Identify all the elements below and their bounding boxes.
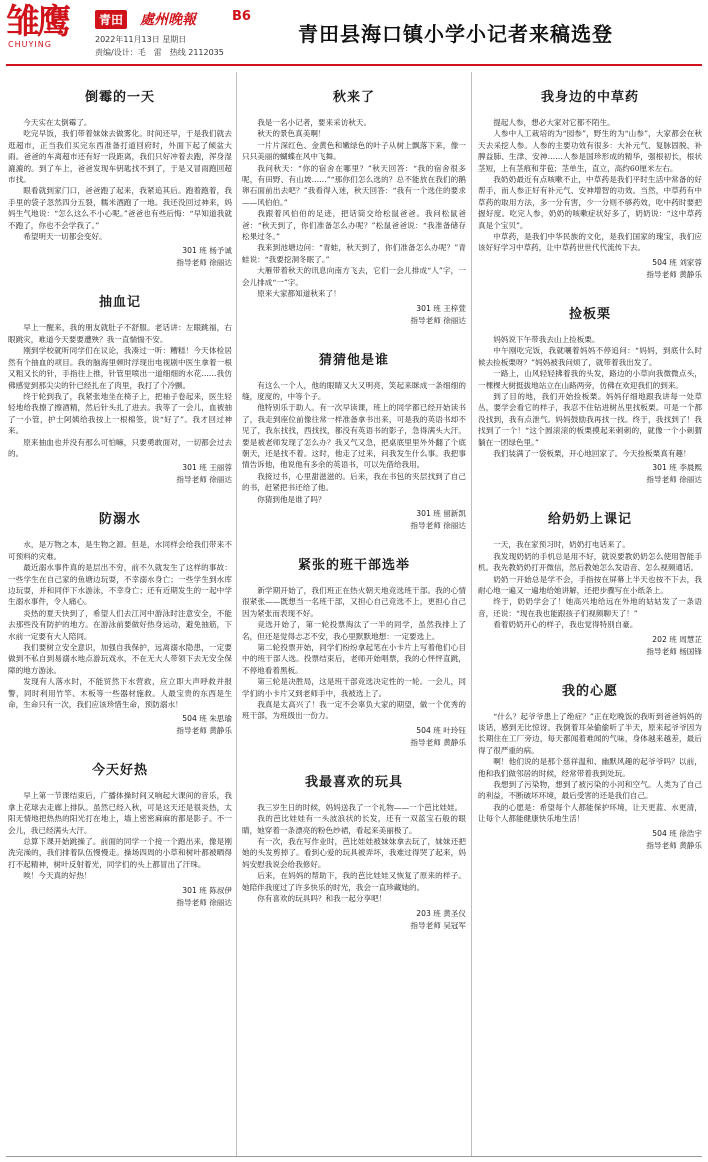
teacher-name: 指导老师 黄静乐 [410, 737, 466, 747]
article-byline [478, 257, 702, 281]
article-byline [478, 634, 702, 658]
article-body [242, 380, 466, 505]
article-byline [242, 725, 466, 749]
paper-logo-sub: CHUYING [8, 40, 52, 49]
article [478, 494, 702, 657]
author-name: 504 班 朱思瑜 [182, 714, 232, 724]
article-paragraph: 我们要树立安全意识，加强自我保护，远离溺水隐患，一定要做到不私自到易溺水地点游玩戏水，不在无大人带领下去无安全保障的地方游泳。 [8, 643, 232, 675]
article-paragraph: 大雁带着秋天的讯息向南方飞去，它们一会儿排成“人”字，一会儿排成“一”字。 [242, 266, 466, 287]
article-paragraph: 原来抽血也并没有那么可怕嘛，只要勇敢面对，一切都会过去的。 [8, 437, 232, 458]
article-paragraph: 早上第一节课结束后，广播体操时间又响起大课间的音乐，我拿上花球去走廊上排队。虽然已经入秋，可是这天还是很炎热，太阳无情地把热热的阳光打在地上，墙上密密麻麻的都是影子。不一会儿，我已经满头大汗。 [8, 791, 232, 835]
article-paragraph: 提起人参，想必大家对它都不陌生。 [493, 118, 615, 127]
article-paragraph: 刚到学校就听同学们在议论，我凑过一听：糟糕！今天体检居然有个抽血的项目。我的脑海里顿时浮现出电视剧中医生拿着一根又粗又长的针，手指往上推，针管里喷出一道细细的水花……我仿佛感觉到那尖尖的针已经扎在了肉里，我打了个冷颤。 [8, 346, 232, 390]
article-paragraph: 唉！今天真的好热！ [23, 871, 92, 881]
page-headline: 青田县海口镇小学小记者来稿选登 [298, 22, 613, 46]
teacher-name: 指导老师 徐丽达 [176, 897, 232, 907]
teacher-name: 指导老师 吴冠军 [410, 920, 466, 930]
article-byline [242, 908, 466, 932]
article-paragraph: 啊！他们说的是那个慈祥温和、幽默风趣的起爷爷吗？以前，他和我们做邻居的时候，经常带着我到处玩。 [478, 757, 702, 778]
article-paragraph: 中草药，是我们中华民族的文化，是我们国家的瑰宝，我们应该好好学习中草药，让中草药世世代代流传下去。 [478, 232, 702, 253]
article-paragraph: 第二轮投票开始，同学们纷纷拿起笔在小卡片上写着他们心目中的班干部人选。投票结束后，老师开始唱票，我的心怦怦直跳，不停地看着黑板。 [242, 643, 466, 675]
article-title: 紧张的班干部选举 [297, 557, 410, 573]
paper-logo: 雏鹰 [6, 2, 68, 42]
article-title: 猜猜他是谁 [318, 352, 389, 368]
article-paragraph: 水，是万物之本，是生物之源。但是，水同样会给我们带来不可预料的灾难。 [8, 540, 232, 561]
article-byline [8, 713, 232, 737]
article-paragraph: 原来大家都知道秋来了！ [257, 289, 341, 299]
author-name: 203 班 黄圣仪 [416, 908, 466, 918]
article [242, 757, 466, 932]
article-paragraph: 吃完早饭，我们带着妹妹去做雾化。时间还早，于是我们就去逛超市，正当我们买完东西准备打道回府时，外面下起了倾盆大雨。爸爸的车离超市还有好一段距离，我们只好冲着去跑，浑身湿漉漉的。到了车上，爸爸发现车钥匙找不到了，于是又冒雨跑回超市找。 [8, 129, 232, 185]
article [8, 745, 232, 908]
article-paragraph: 我接过书，心里甜滋滋的。后来，我在书包的夹层找到了自己的书，赶紧把书还给了他。 [242, 471, 466, 493]
article-body [8, 790, 232, 881]
article-paragraph: 终于轮到我了，我紧张地坐在椅子上，把袖子卷起来，医生轻轻地给我擦了擦酒精，然后针头扎了进去。我等了一会儿，血被抽了一小管，护士阿姨给我按上一根棉签，说“好了”。我才回过神来。 [8, 391, 232, 436]
article-paragraph: 一片片深红色、金黄色和嫩绿色的叶子从树上飘落下来，像一只只美丽的蝴蝶在风中飞舞。 [242, 140, 466, 162]
teacher-name: 指导老师 徐丽达 [176, 475, 232, 485]
article-paragraph: 奶奶一开始总是学不会，手指按在屏幕上半天也按不下去，我耐心地一遍又一遍地给她讲解，还把步骤写在小纸条上。 [478, 574, 702, 595]
article-paragraph: “什么？起爷爷患上了绝症？”正在吃晚饭的我听到爸爸妈妈的谈话，感到无比惊讶。我倒着耳朵偷偷听了半天，原来起爷爷因为长期住在工厂旁边，每天都闻着难闻的气味，身体越来越差，最后得了很严重的病。 [478, 711, 702, 755]
article [478, 666, 702, 852]
article-paragraph: 我发现奶奶的手机总是用不好，就说要教奶奶怎么使用智能手机。我先教奶奶打开微信，然后教她怎么发语音、怎么视频通话。 [478, 551, 702, 573]
article-paragraph: 新学期开始了，我们班正在热火朝天地竞选班干部。我的心情很紧张——既想当一名班干部，又担心自己竞选不上，更担心自己因为紧张而表现不好。 [242, 585, 466, 618]
article-paragraph: 我来到池塘边问：“青蛙，秋天到了，你们准备怎么办呢？”青蛙说：“我要挖洞冬眠了。” [242, 243, 466, 264]
article [478, 289, 702, 486]
author-name: 202 班 周慧芷 [652, 634, 702, 644]
article-paragraph: 我奶奶最近有点咳嗽不止，中草药是我们平时生活中常备的好帮手，而人参正好有补元气、安神增智的功效。当然，中草药有中草药的取用方法，多一分有害，少一分则不够药效，吃中药时要把握好度。吃完人参，奶奶的咳嗽症状好多了，奶奶说：“这中草药真是个宝贝”。 [478, 175, 702, 230]
teacher-name: 指导老师 徐丽达 [176, 258, 232, 268]
article [8, 494, 232, 737]
article-byline [242, 508, 466, 532]
author-name: 301 班 陈叔伊 [182, 885, 232, 895]
article-paragraph: 我跟着风伯伯的足迹，把话筒交给松鼠爸爸。我问松鼠爸爸：“秋天到了，你们准备怎么办呢？”松鼠爸爸说：“我准备储存松果过冬。” [242, 209, 466, 242]
page-number: B6 [232, 9, 251, 24]
article-paragraph: 我真是太高兴了！我一定不会辜负大家的期望，做一个优秀的班干部，为班级出一份力。 [242, 700, 466, 721]
article-paragraph: 我问秋天：“你的宿舍在哪里？”秋天回答：“我的宿舍很多呢，有田野、有山坡……”“那你们怎么选的？总不能放在我们的鹅卵石面前出去吧？”我看得入迷，秋天回答：“我有一个选住的要求——风伯伯。” [242, 163, 466, 207]
teacher-name: 指导老师 徐丽达 [410, 315, 466, 325]
article-paragraph: 后来，在妈妈的帮助下，我的芭比娃娃又恢复了原来的样子。她陪伴我度过了许多快乐的时光，我会一直珍藏她的。 [242, 871, 466, 892]
article-title: 我的心愿 [561, 683, 618, 699]
article-paragraph: 看着奶奶开心的样子，我也觉得特别自豪。 [493, 620, 638, 630]
article-byline [478, 828, 702, 852]
column-middle [242, 72, 466, 940]
article-title: 给奶奶上课记 [547, 512, 632, 528]
publication-date: 2022年11月13日 星期日 [95, 35, 187, 44]
column-right [478, 72, 702, 860]
author-name: 504 班 刘家蓉 [652, 257, 702, 267]
article-paragraph: 你有喜欢的玩具吗？和我一起分享吧！ [257, 894, 387, 904]
teacher-name: 指导老师 徐丽达 [410, 520, 466, 530]
article-paragraph: 到了目的地，我们开始捡板栗。妈妈仔细地跟我讲每一处草丛，要学会看它的样子，我忍不住钻进树丛里找板栗。可是一个都没找到，我有点泄气。妈妈鼓励我再找一找。终于，我找到了！我找到了一个！“这个圆滚滚的板栗摸起来刺刺的，就像一个小刺猬躺在一团绿色里。” [478, 391, 702, 447]
article-paragraph: 第三轮是决胜局，这是班干部竞选决定性的一轮。一会儿，同学们的小卡片又到老师手中，我被选上了。 [242, 677, 466, 698]
article-paragraph: 终于，奶奶学会了！她高兴地给远在外地的姑姑发了一条语音，还说：“现在我也能跟孩子们视频聊天了！” [478, 597, 702, 618]
article-byline [8, 462, 232, 486]
article-title: 我身边的中草药 [540, 90, 639, 105]
article [242, 335, 466, 532]
column-left [8, 72, 232, 917]
article-body [8, 117, 232, 242]
article-paragraph: 竞选开始了，第一轮投票淘汰了一半的同学，虽然我排上了名，但还是觉得忐忑不安，我心里默默地想：一定要选上。 [242, 620, 466, 641]
article-body [478, 711, 702, 825]
article-title: 倒霉的一天 [84, 90, 155, 105]
article-paragraph: 早上一醒来，我的朋友就肚子不舒服。老话讲：左眼跳福，右眼跳灾，难道今天要要遭殃？我一直惴惴不安。 [8, 323, 232, 344]
article-paragraph: 我的芭比娃娃有一头波浪状的长发，还有一双蓝宝石般的眼睛，她穿着一条漂亮的粉色纱裙，看起来美丽极了。 [242, 814, 466, 835]
column-divider [471, 72, 472, 1156]
article-byline [478, 462, 702, 486]
article-paragraph: 一天，我在家预习时，奶奶打电话来了。 [493, 540, 630, 550]
city-badge: 青田 [95, 10, 127, 29]
article-paragraph: 希望明天一切都会变好。 [23, 232, 107, 242]
article-paragraph: 有这么一个人，他的眼睛又大又明亮，笑起来眯成一条细细的缝，度度的，中等个子。 [242, 380, 466, 401]
article-paragraph: 他特别乐于助人。有一次早读课，班上的同学都已经开始读书了，我走到座位前像往常一样准备拿书出来，可是我的英语书却不见了，我东找找，西找找，都没有英语书的影子，急得满头大汗。要是被老师发现了怎么办？我又气又急，把桌底里里外外翻了个底朝天，还是找不着。这时，他走了过来，问我发生什么事。我把事情告诉他，他说他有多余的英语书，可以先借给我用。 [242, 403, 466, 470]
article-body [242, 585, 466, 722]
article-paragraph: 我三岁生日的时候，妈妈送我了一个礼物——一个芭比娃娃。 [257, 802, 463, 812]
article-body [242, 117, 466, 300]
author-name: 301 班 杨予诚 [182, 246, 232, 256]
author-name: 301 班 李晨熙 [652, 463, 702, 473]
article-title: 捡板栗 [568, 306, 611, 322]
article-paragraph: 你猜到他是谁了吗？ [257, 494, 326, 504]
article-paragraph: 总算下课开始跳操了。前面的同学一个接一个跑出来，像是刚洗完澡的，我们排着队伍慢慢走。操场四周的小草和树叶都被晒得打不起精神，树叶反射着光，同学们的头上都冒出了汗珠。 [8, 837, 232, 869]
article-byline [8, 245, 232, 269]
masthead-rule [6, 64, 702, 66]
teacher-name: 指导老师 黄静乐 [176, 726, 232, 736]
column-divider [236, 72, 237, 1156]
teacher-name: 指导老师 徐丽达 [646, 475, 702, 485]
article-body [478, 539, 702, 630]
article [8, 72, 232, 269]
article-paragraph: 我是一名小记者，要来采访秋天。 [257, 118, 372, 127]
author-name: 301 班 留新凯 [416, 508, 466, 518]
article-title: 今天好热 [91, 763, 148, 779]
article-title: 防溺水 [98, 512, 141, 528]
article-title: 秋来了 [332, 90, 375, 105]
article-paragraph: 炎热的夏天快到了，希望人们去江河中游泳时注意安全，不能去那些没有防护的地方。在游泳前要做好热身运动，避免抽筋，下水前一定要有大人陪同。 [8, 608, 232, 641]
editors-line: 责编/设计：毛 雷 热线 2112035 [95, 48, 224, 57]
article-paragraph: 我的心愿是：希望每个人都能保护环境，让天更蓝、水更清，让每个人都能健康快乐地生活！ [478, 802, 702, 824]
article-byline [8, 885, 232, 909]
article-paragraph: 一路上，山风轻轻拂着我的头发，路边的小草向我微微点头，一棵棵大树挺拔地站立在山路两旁，仿佛在欢迎我们的到来。 [478, 369, 702, 390]
article-byline [242, 303, 466, 327]
article [478, 72, 702, 281]
article-paragraph: 发现有人落水时，不能贸然下水营救，应立即大声呼救并报警，同时利用竹竿、木板等一些器材施救。人最宝贵的东西是生命，生命只有一次，我们应该珍惜生命，预防溺水！ [8, 677, 232, 710]
article-paragraph: 有一次，我在写作业时，芭比娃娃被妹妹拿去玩了，妹妹还把她的头发剪掉了。看到心爱的玩具被弄坏，我难过得哭了起来，妈妈安慰我说会给我修好。 [242, 837, 466, 869]
article-paragraph: 最近溺水事件真的是层出不穷，前不久就发生了这样的事故：一些学生在自己家的鱼塘边玩耍，不幸溺水身亡；一些学生到水库边玩耍，并和同伴下水游泳，不幸身亡；还有近期发生的一起中学生溺水事件，令人痛心。 [8, 563, 232, 607]
article-paragraph: 我想到了污染物，想到了被污染的小河和空气。人类为了自己的利益，不断破坏环境，最后受害的还是我们自己。 [478, 780, 702, 801]
article-paragraph: 我们装满了一袋板栗，开心地回家了。今天捡板栗真有趣！ [493, 448, 691, 458]
article-paragraph: 眼看就到家门口，爸爸跑了起来，我紧追其后。跑着跑着，我手里的袋子忽然四分五裂，糯米酒跑了一地。我还没回过神来，妈妈生气地说：“怎么这么不小心呢。”爸爸也有些后悔：“早知道我就不跑了，你也不会学我了。” [8, 186, 232, 230]
author-name: 504 班 叶玲钰 [416, 725, 466, 735]
masthead [0, 0, 708, 66]
article-paragraph: 妈妈说下午带我去山上捡板栗。 [493, 334, 600, 344]
article-paragraph: 秋天的景色真美啊！ [257, 129, 326, 139]
article-paragraph: 今天实在太倒霉了。 [23, 118, 92, 127]
footer-rule [6, 1156, 702, 1157]
article-body [8, 322, 232, 459]
article-paragraph: 人参中人工栽培的为“园参”，野生的为“山参”，大家都会在秋天去采挖人参。人参的主要功效有很多：大补元气、复脉固脱、补脾益肺、生津、安神……人参是国珍形成的精华，强根初长，根状茎短，上有茎痕和芽苞；茎单生，直立，高约60厘米左右。 [478, 129, 702, 173]
teacher-name: 指导老师 黄静乐 [646, 840, 702, 850]
article-body [478, 334, 702, 459]
author-name: 301 班 王丽蓉 [182, 463, 232, 473]
article-paragraph: 中午刚吃完饭，我就嚷着妈妈不停追问：“妈妈，到底什么时候去捡板栗呀？”妈妈被我问烦了，就带着我出发了。 [478, 346, 702, 367]
teacher-name: 指导老师 黄静乐 [646, 269, 702, 279]
article [8, 277, 232, 486]
article-title: 我最喜欢的玩具 [304, 774, 403, 790]
article [242, 540, 466, 749]
article-body [8, 539, 232, 710]
article [242, 72, 466, 327]
author-name: 301 班 王梓萱 [416, 303, 466, 313]
paper-name: 處州晚報 [140, 12, 196, 28]
article-title: 抽血记 [98, 295, 141, 311]
teacher-name: 指导老师 杨国锋 [646, 646, 702, 656]
article-body [242, 802, 466, 905]
author-name: 504 班 徐浩宇 [652, 828, 702, 838]
article-body [478, 117, 702, 254]
